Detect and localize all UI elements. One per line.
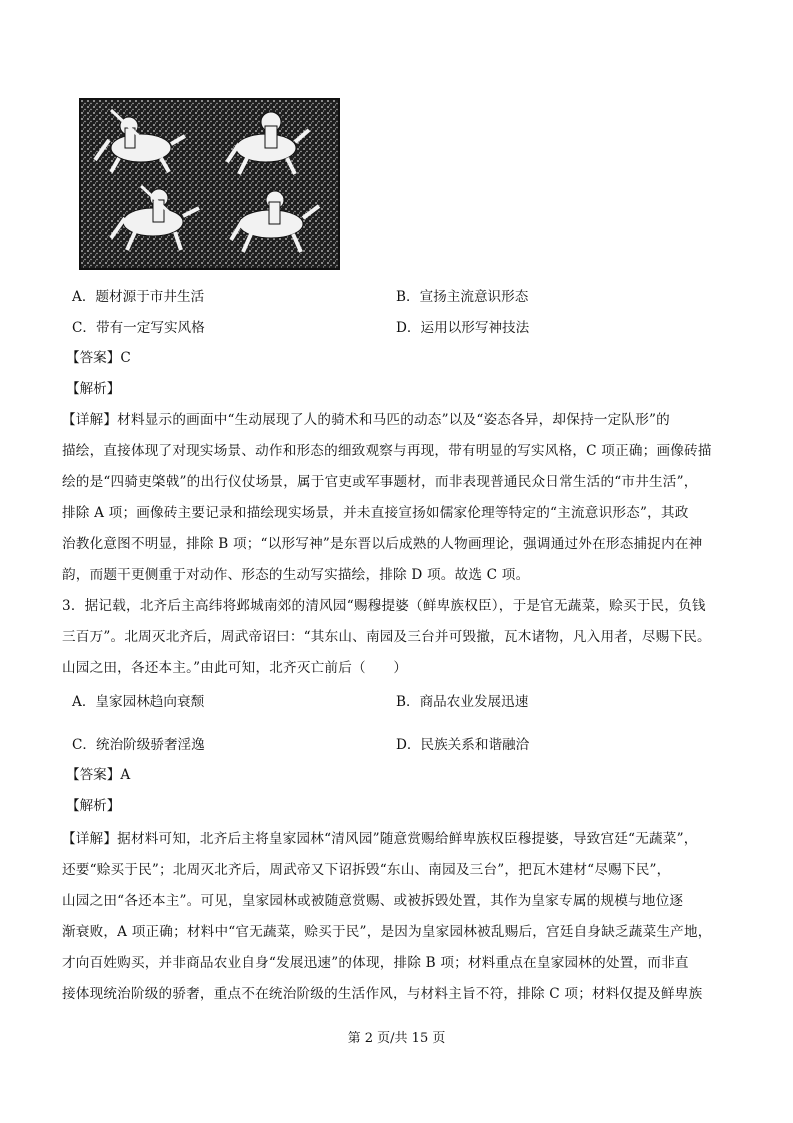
- q3-option-c: C．统治阶级骄奢淫逸: [72, 737, 205, 753]
- q2-detail-line: 绘的是“四骑吏棨戟”的出行仪仗场景，属于官吏或军事题材，而非表现普通民众日常生活的“市井生活”，: [62, 474, 698, 490]
- q2-detail-line: 描绘，直接体现了对现实场景、动作和形态的细致观察与再现，带有明显的写实风格，C 项正确；画像砖描: [62, 443, 712, 459]
- q2-detail-line: 【详解】材料显示的画面中“生动展现了人的骑术和马匹的动态”以及“姿态各异，却保持一定队形”的: [62, 412, 670, 428]
- q2-analysis-label: 【解析】: [66, 381, 121, 397]
- q3-option-a: A．皇家园林趋向衰颓: [72, 694, 205, 710]
- q2-detail-line: 韵，而题干更侧重于对动作、形态的生动写实描绘，排除 D 项。故选 C 项。: [62, 567, 530, 583]
- q3-stem-line: 山园之田，各还本主。”由此可知，北齐灭亡前后（ ）: [62, 660, 408, 676]
- q3-detail-line: 渐衰败，A 项正确；材料中“官无蔬菜，赊买于民”，是因为皇家园林被乱赐后，宫廷自身缺乏蔬菜生产地，: [62, 924, 712, 940]
- q3-detail-line: 山园之田“各还本主”。可见，皇家园林或被随意赏赐、或被拆毁处置，其作为皇家专属的规模与地位逐: [62, 893, 684, 909]
- q3-option-d: D．民族关系和谐融洽: [396, 737, 530, 753]
- q2-option-d: D．运用以形写神技法: [396, 320, 530, 336]
- q3-detail-line: 还要“赊买于民”；北周灭北齐后，周武帝又下诏拆毁“东山、南园及三台”，把瓦木建材“尽赐下民”，: [62, 862, 671, 878]
- q3-stem-line: 三百万”。北周灭北齐后，周武帝诏曰：“其东山、南园及三台并可毁撤，瓦木诸物，凡入用者，尽赐下民。: [62, 629, 711, 645]
- q2-option-a: A．题材源于市井生活: [72, 289, 205, 305]
- brick-rubbing-image: [79, 98, 340, 270]
- q3-detail-line: 才向百姓购买，并非商品农业自身“发展迅速”的体现，排除 B 项；材料重点在皇家园林的处置，而非直: [62, 955, 689, 971]
- q3-stem-line: 3．据记载，北齐后主高纬将邺城南郊的清风园“赐穆提婆（鲜卑族权臣），于是官无蔬菜，赊买于民，负钱: [62, 598, 706, 614]
- q2-option-b: B．宣扬主流意识形态: [396, 289, 529, 305]
- q2-option-c: C．带有一定写实风格: [72, 320, 205, 336]
- q2-detail-line: 排除 A 项；画像砖主要记录和描绘现实场景，并未直接宣扬如儒家伦理等特定的“主流意识形态”，其政: [62, 505, 689, 521]
- q3-detail-line: 【详解】据材料可知，北齐后主将皇家园林“清风园”随意赏赐给鲜卑族权臣穆提婆，导致宫廷“无蔬菜”，: [62, 831, 698, 847]
- q3-detail-line: 接体现统治阶级的骄奢，重点不在统治阶级的生活作风，与材料主旨不符，排除 C 项；材料仅提及鲜卑族: [62, 986, 703, 1002]
- q3-analysis-label: 【解析】: [66, 798, 121, 814]
- q2-answer: 【答案】C: [66, 350, 131, 366]
- q3-answer: 【答案】A: [66, 767, 131, 783]
- rubbing-illustration: [81, 100, 338, 268]
- page-footer: 第 2 页/共 15 页: [347, 1031, 446, 1046]
- q2-detail-line: 治教化意图不明显，排除 B 项；“以形写神”是东晋以后成熟的人物画理论，强调通过外在形态捕捉内在神: [62, 536, 703, 552]
- q3-option-b: B．商品农业发展迅速: [396, 694, 529, 710]
